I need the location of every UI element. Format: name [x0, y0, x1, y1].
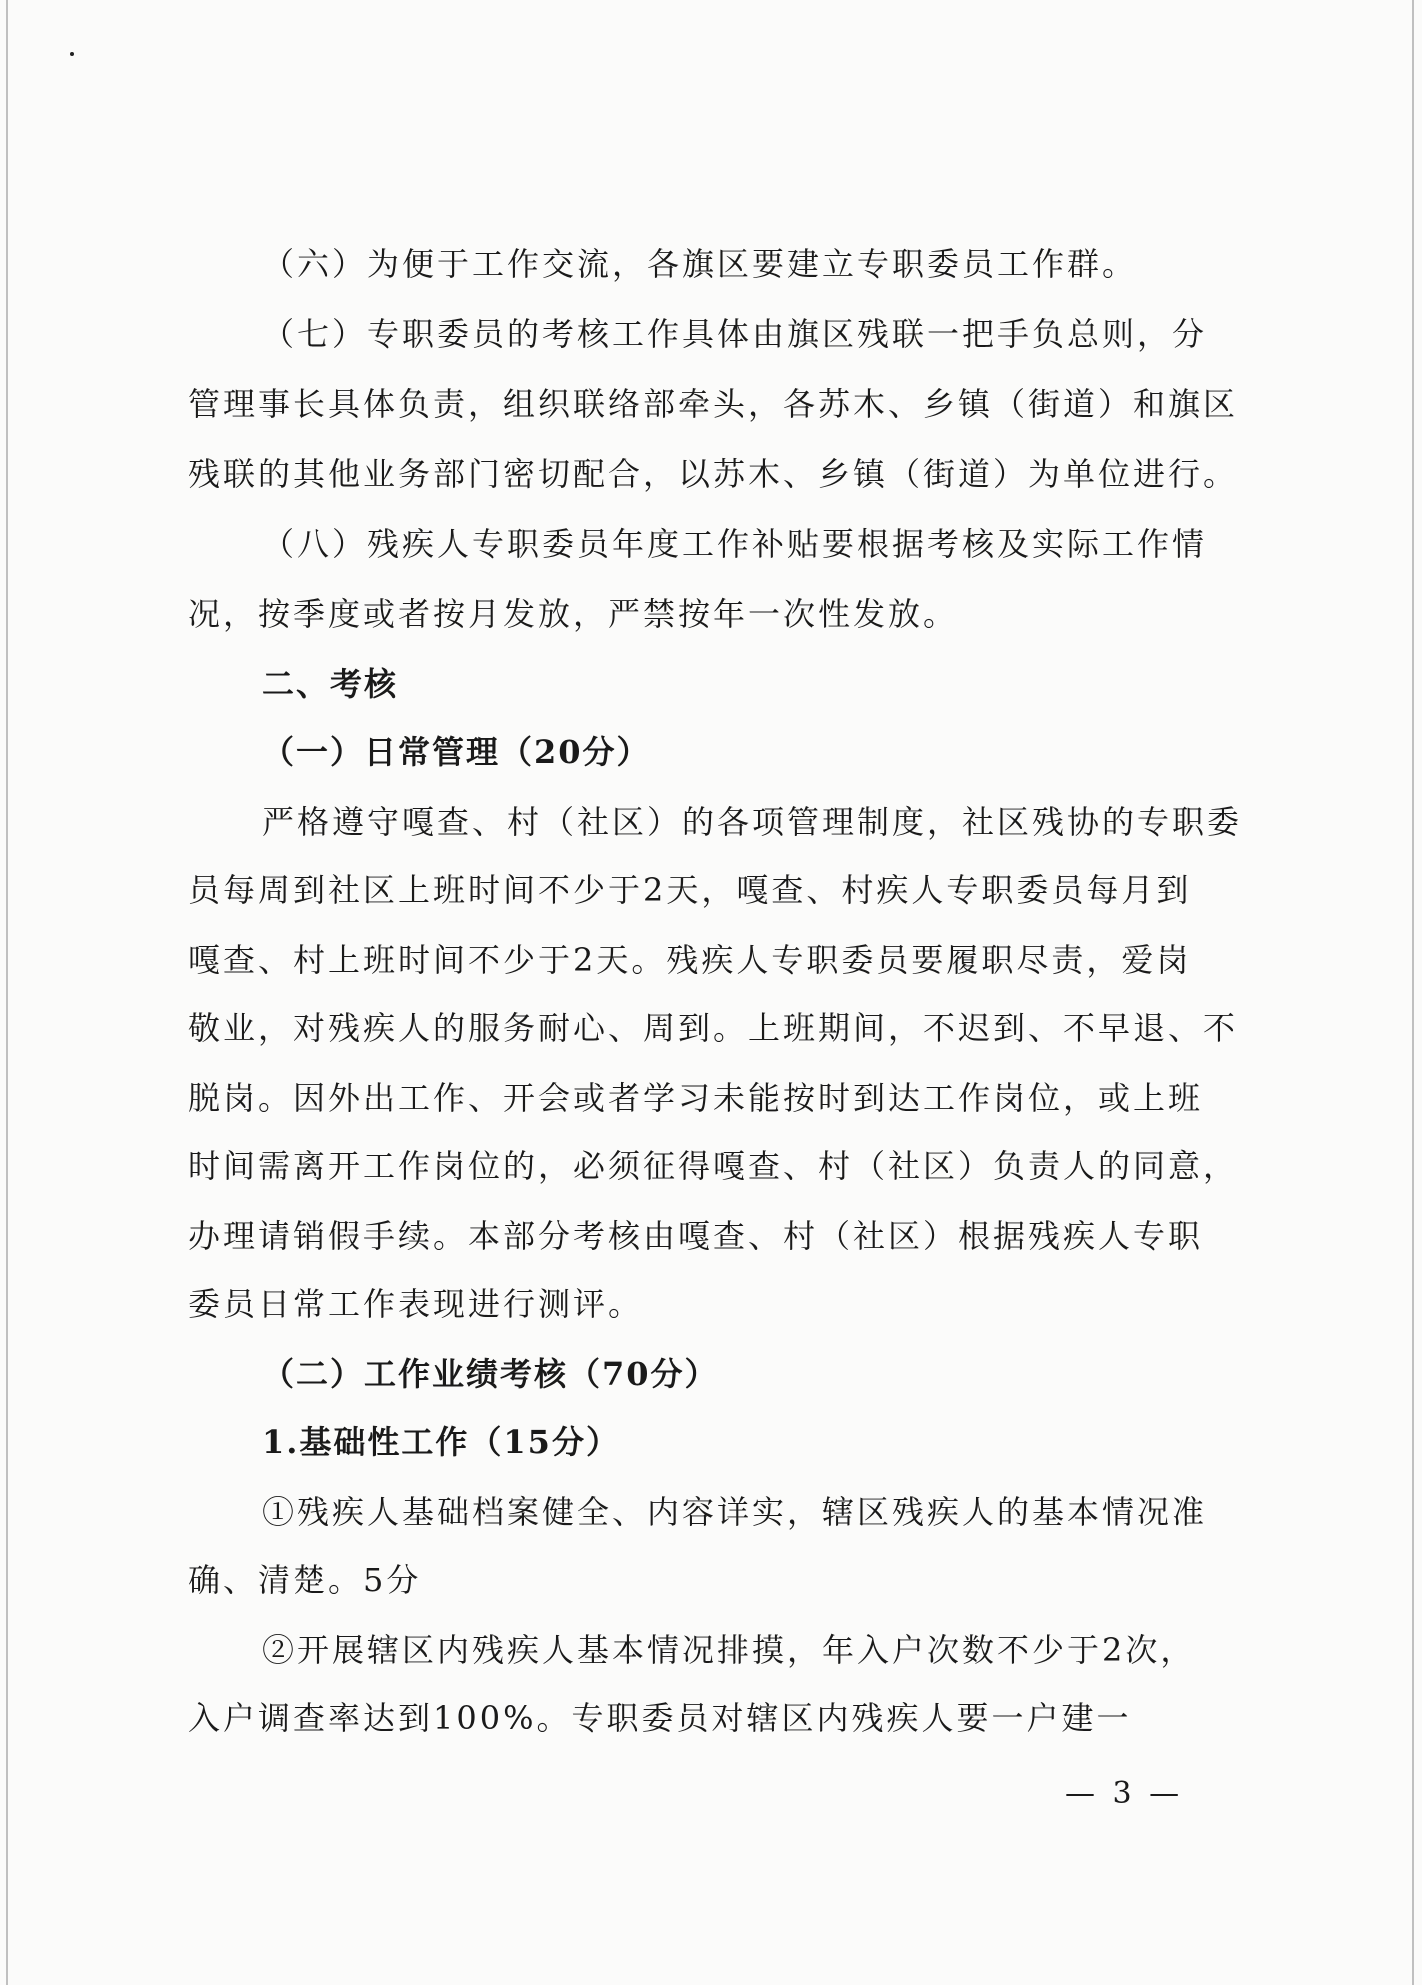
paragraph-line: ②开展辖区内残疾人基本情况排摸，年入户次数不少于2次， — [262, 1631, 1196, 1669]
paragraph-line: 严格遵守嘎查、村（社区）的各项管理制度，社区残协的专职委 — [262, 803, 1243, 841]
scan-speck — [70, 52, 74, 56]
paragraph-line: 况，按季度或者按月发放，严禁按年一次性发放。 — [188, 595, 959, 633]
paragraph-line: 敬业，对残疾人的服务耐心、周到。上班期间，不迟到、不早退、不 — [188, 1009, 1239, 1047]
paragraph-line: 办理请销假手续。本部分考核由嘎查、村（社区）根据残疾人专职 — [188, 1217, 1204, 1255]
scan-edge-right — [1412, 0, 1414, 1985]
paragraph-line: 脱岗。因外出工作、开会或者学习未能按时到达工作岗位，或上班 — [188, 1079, 1204, 1117]
page-number: — 3 — — [1065, 1776, 1184, 1811]
subsection-heading: （二）工作业绩考核（70分） — [262, 1355, 719, 1393]
paragraph-line: 残联的其他业务部门密切配合，以苏木、乡镇（街道）为单位进行。 — [188, 455, 1239, 493]
paragraph-line: （六）为便于工作交流，各旗区要建立专职委员工作群。 — [262, 245, 1138, 283]
paragraph-line: 入户调查率达到100%。专职委员对辖区内残疾人要一户建一 — [188, 1699, 1132, 1737]
paragraph-line: 员每周到社区上班时间不少于2天，嘎查、村疾人专职委员每月到 — [188, 871, 1192, 909]
paragraph-line: （七）专职委员的考核工作具体由旗区残联一把手负总则，分 — [262, 315, 1208, 353]
paragraph-line: ①残疾人基础档案健全、内容详实，辖区残疾人的基本情况准 — [262, 1493, 1208, 1531]
scan-edge-left — [6, 0, 8, 1985]
paragraph-line: 管理事长具体负责，组织联络部牵头，各苏木、乡镇（街道）和旗区 — [188, 385, 1239, 423]
paragraph-line: （八）残疾人专职委员年度工作补贴要根据考核及实际工作情 — [262, 525, 1208, 563]
paragraph-line: 嘎查、村上班时间不少于2天。残疾人专职委员要履职尽责，爱岗 — [188, 941, 1192, 979]
paragraph-line: 确、清楚。5分 — [188, 1561, 422, 1599]
paragraph-line: 时间需离开工作岗位的，必须征得嘎查、村（社区）负责人的同意， — [188, 1147, 1239, 1185]
subsection-heading: （一）日常管理（20分） — [262, 733, 651, 771]
paragraph-line: 委员日常工作表现进行测评。 — [188, 1285, 644, 1323]
section-heading: 二、考核 — [262, 665, 399, 703]
subsection-heading: 1.基础性工作（15分） — [262, 1423, 620, 1461]
